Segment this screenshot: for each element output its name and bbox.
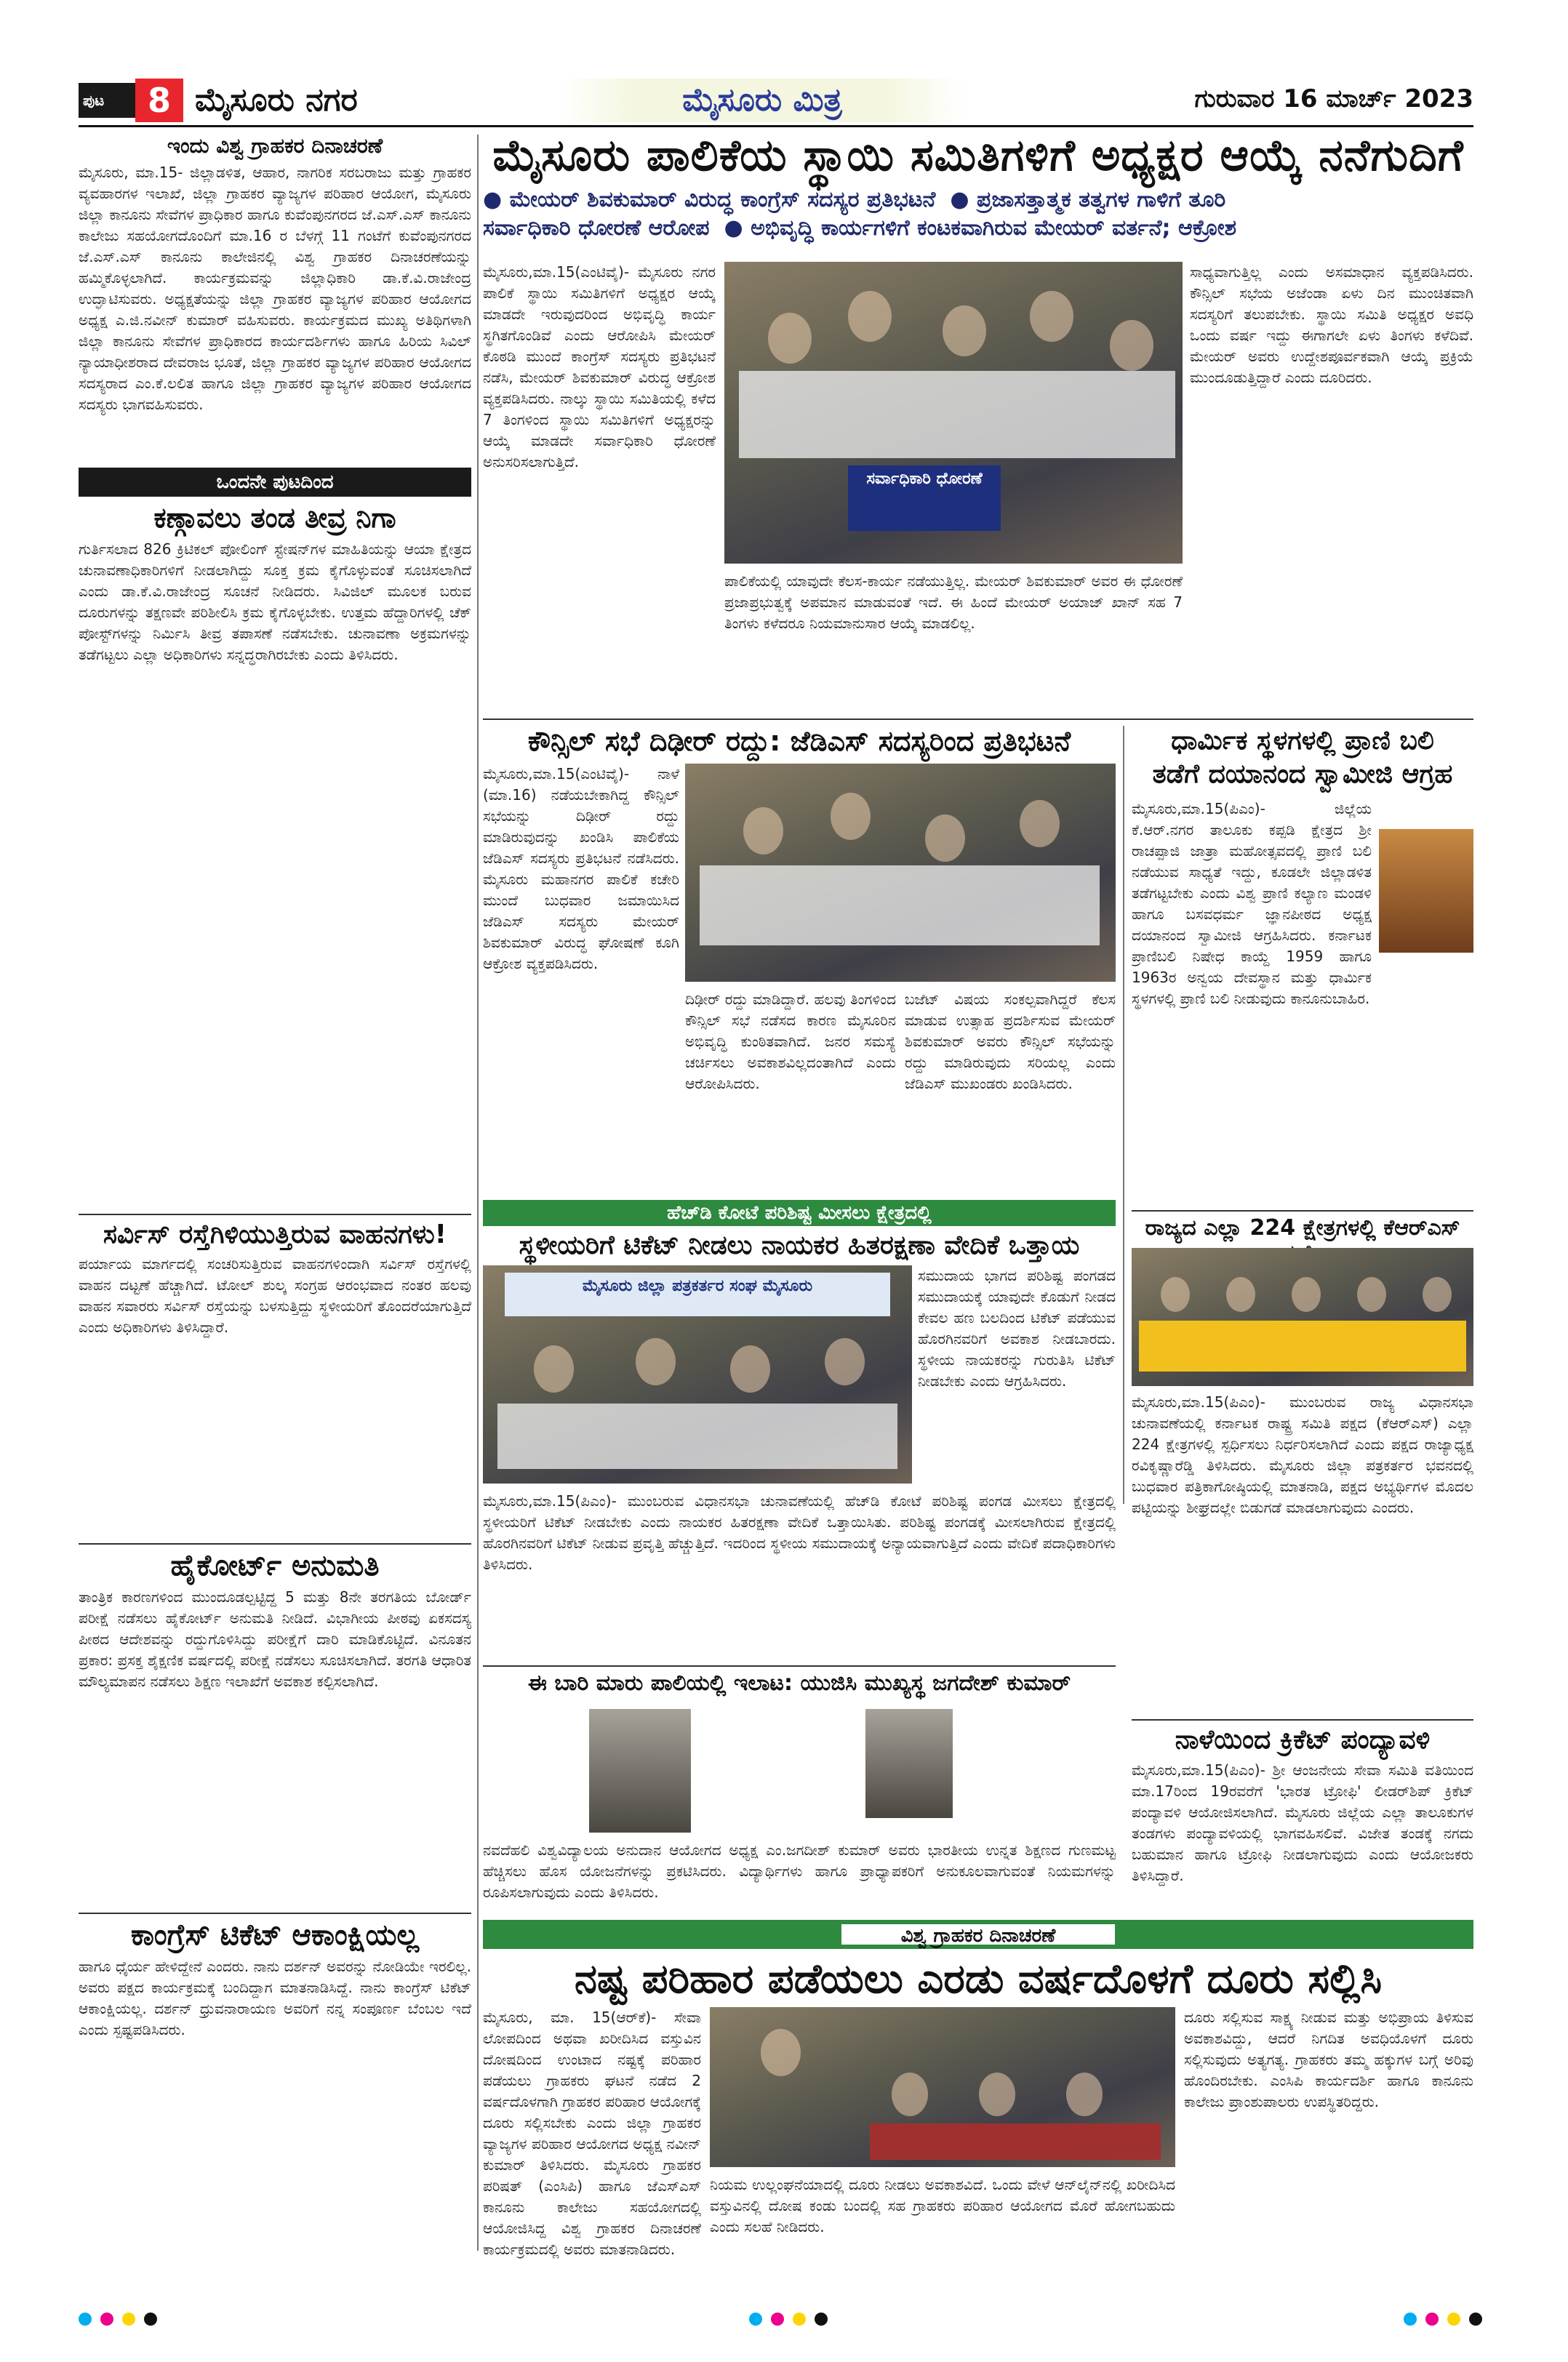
ugc-chief-photo: [589, 1709, 691, 1833]
consumer-event-photo: [710, 2007, 1175, 2167]
article-body: ಗುರ್ತಿಸಲಾದ 826 ಕ್ರಿಟಿಕಲ್ ಪೋಲಿಂಗ್ ಸ್ಟೇಷನ್‌ಗಳ ಮಾಹಿತಿಯನ್ನು ಆಯಾ ಕ್ಷೇತ್ರದ ಚುನಾವಣಾಧಿಕಾರಿಗಳಿಗೆ ನೀಡಲಾಗಿದ್ದು ಸೂಕ್ತ ಕ್ರಮ ಕೈಗೊಳ್ಳುವಂತೆ ಸೂಚಿಸಲಾಗಿದೆ ಎಂದು ಡಾ.ಕೆ.ವಿ.ರಾಜೇಂದ್ರ ಸೂಚನೆ ನೀಡಿದರು. ಸಿವಿಜಿಲ್ ಮೂಲಕ ಬರುವ ದೂರುಗಳನ್ನು ತಕ್ಷಣವೇ ಪರಿಶೀಲಿಸಿ ಕ್ರಮ ಕೈಗೊಳ್ಳಬೇಕು. ಉತ್ತಮ ಹೆದ್ದಾರಿಗಳಲ್ಲಿ ಚೆಕ್ ಪೋಸ್ಟ್‌ಗಳನ್ನು ನಿರ್ಮಿಸಿ ತೀವ್ರ ತಪಾಸಣೆ ನಡೆಸಬೇಕು. ಚುನಾವಣಾ ಅಕ್ರಮಗಳನ್ನು ತಡೆಗಟ್ಟಲು ಎಲ್ಲಾ ಅಧಿಕಾರಿಗಳು ಸನ್ನದ್ಧರಾಗಿರಬೇಕು ಎಂದು ತಿಳಿಸಿದರು.: [79, 540, 471, 663]
hdkote-headline: ಸ್ಥಳೀಯರಿಗೆ ಟಿಕೆಟ್ ನೀಡಲು ನಾಯಕರ ಹಿತರಕ್ಷಣಾ ವೇದಿಕೆ ಒತ್ತಾಯ: [519, 1230, 1080, 1260]
hdkote-body: ಮೈಸೂರು,ಮಾ.15(ಪಿಎಂ)- ಮುಂಬರುವ ವಿಧಾನಸಭಾ ಚುನಾವಣೆಯಲ್ಲಿ ಹೆಚ್‌ಡಿ ಕೋಟೆ ಪರಿಶಿಷ್ಟ ಪಂಗಡ ಮೀಸಲು ಕ್ಷೇತ್ರದಲ್ಲಿ ಸ್ಥಳೀಯರಿಗೆ ಟಿಕೆಟ್ ನೀಡಬೇಕು ಎಂದು ನಾಯಕರ ಹಿತರಕ್ಷಣಾ ವೇದಿಕೆ ಒತ್ತಾಯಿಸಿತು. ಪರಿಶಿಷ್ಟ ಪಂಗಡಕ್ಕೆ ಮೀಸಲಾಗಿರುವ ಕ್ಷೇತ್ರದಲ್ಲಿ ಹೊರಗಿನವರಿಗೆ ಟಿಕೆಟ್ ನೀಡುವ ಪ್ರವೃತ್ತಿ ಹೆಚ್ಚುತ್ತಿದೆ. ಇದರಿಂದ ಸ್ಥಳೀಯ ಸಮುದಾಯಕ್ಕೆ ಅನ್ಯಾಯವಾಗುತ್ತಿದೆ ಎಂದು ವೇದಿಕೆ ಪದಾಧಿಕಾರಿಗಳು ತಿಳಿಸಿದರು.: [483, 1492, 1116, 1573]
page-tag: ಪುಟ: [79, 83, 135, 118]
article-title: ಇಂದು ವಿಶ್ವ ಗ್ರಾಹಕರ ದಿನಾಚರಣೆ: [167, 134, 383, 158]
council-body: ದಿಢೀರ್ ರದ್ದು ಮಾಡಿದ್ದಾರೆ. ಹಲವು ತಿಂಗಳಿಂದ ಕೌನ್ಸಿಲ್ ಸಭೆ ನಡೆಸದ ಕಾರಣ ಮೈಸೂರಿನ ಅಭಿವೃದ್ಧಿ ಕುಂಠಿತವಾಗಿದೆ. ಜನರ ಸಮಸ್ಯೆ ಚರ್ಚಿಸಲು ಅವಕಾಶವಿಲ್ಲದಂತಾಗಿದೆ ಎಂದು ಆರೋಪಿಸಿದರು.: [685, 990, 896, 1092]
krs-press-photo: [1132, 1248, 1473, 1386]
section-rule: [483, 1665, 1116, 1667]
consumer-headline: ನಷ್ಟ ಪರಿಹಾರ ಪಡೆಯಲು ಎರಡು ವರ್ಷದೊಳಗೆ ದೂರು ಸಲ್ಲಿಸಿ: [574, 1955, 1383, 2003]
cricket-body: ಮೈಸೂರು,ಮಾ.15(ಪಿಎಂ)- ಶ್ರೀ ಆಂಜನೇಯ ಸೇವಾ ಸಮಿತಿ ವತಿಯಿಂದ ಮಾ.17ರಿಂದ 19ರವರೆಗೆ 'ಭಾರತ ಟ್ರೋಫಿ' ಲೀಡರ್‌ಶಿಪ್ ಕ್ರಿಕೆಟ್ ಪಂದ್ಯಾವಳಿ ಆಯೋಜಿಸಲಾಗಿದೆ. ಮೈಸೂರು ಜಿಲ್ಲೆಯ ಎಲ್ಲಾ ತಾಲೂಕುಗಳ ತಂಡಗಳು ಪಂದ್ಯಾವಳಿಯಲ್ಲಿ ಭಾಗವಹಿಸಲಿವೆ. ವಿಜೇತ ತಂಡಕ್ಕೆ ನಗದು ಬಹುಮಾನ ಹಾಗೂ ಟ್ರೋಫಿ ನೀಡಲಾಗುವುದು ಎಂದು ಆಯೋಜಕರು ತಿಳಿಸಿದ್ದಾರೆ.: [1132, 1761, 1473, 1884]
page-number: 8: [135, 79, 183, 122]
jds-protest-photo: [685, 764, 1116, 982]
ugc-headline: ಈ ಬಾರಿ ಮಾರು ಪಾಲಿಯಲ್ಲಿ ಇಲಾಟ: ಯುಜಿಸಿ ಮುಖ್ಯಸ್ಥ ಜಗದೇಶ್ ಕುಮಾರ್: [527, 1670, 1071, 1696]
hdkote-press-photo: [483, 1265, 912, 1484]
column-divider: [477, 135, 479, 2251]
lead-headline: ಮೈಸೂರು ಪಾಲಿಕೆಯ ಸ್ಥಾಯಿ ಸಮಿತಿಗಳಿಗೆ ಅಧ್ಯಕ್ಷರ ಆಯ್ಕೆ ನನೆಗುದಿಗೆ: [492, 130, 1464, 181]
section-rule: [1132, 1719, 1473, 1721]
consumer-body: ದೂರು ಸಲ್ಲಿಸುವ ಸಾಕ್ಷ್ಯ ನೀಡುವ ಮತ್ತು ಅಭಿಪ್ರಾಯ ತಿಳಿಸುವ ಅವಕಾಶವಿದ್ದು, ಆದರೆ ನಿಗದಿತ ಅವಧಿಯೊಳಗೆ ದೂರು ಸಲ್ಲಿಸುವುದು ಅತ್ಯಗತ್ಯ. ಗ್ರಾಹಕರು ತಮ್ಮ ಹಕ್ಕುಗಳ ಬಗ್ಗೆ ಅರಿವು ಹೊಂದಿರಬೇಕು. ಎಂಸಿಪಿ ಕಾರ್ಯದರ್ಶಿ ಹಾಗೂ ಕಾನೂನು ಕಾಲೇಜು ಪ್ರಾಂಶುಪಾಲರು ಉಪಸ್ಥಿತರಿದ್ದರು.: [1184, 2009, 1473, 2110]
consumer-body: ನಿಯಮ ಉಲ್ಲಂಘನೆಯಾದಲ್ಲಿ ದೂರು ನೀಡಲು ಅವಕಾಶವಿದೆ. ಒಂದು ವೇಳೆ ಆನ್‌ಲೈನ್‌ನಲ್ಲಿ ಖರೀದಿಸಿದ ವಸ್ತುವಿನಲ್ಲಿ ದೋಷ ಕಂಡು ಬಂದಲ್ಲಿ ಸಹ ಗ್ರಾಹಕರು ಪರಿಹಾರ ಆಯೋಗದ ಮೊರೆ ಹೋಗಬಹುದು ಎಂದು ಸಲಹೆ ನೀಡಿದರು.: [710, 2176, 1175, 2235]
bullet-text: ● ಮೇಯರ್ ಶಿವಕುಮಾರ್ ವಿರುದ್ಧ ಕಾಂಗ್ರೆಸ್ ಸದಸ್ಯರ ಪ್ರತಿಭಟನೆ: [483, 187, 936, 212]
council-body: ಬಜೆಟ್ ವಿಷಯ ಸಂಕಲ್ಪವಾಗಿದ್ದರೆ ಕೆಲಸ ಮಾಡುವ ಉತ್ಸಾಹ ಪ್ರದರ್ಶಿಸುವ ಮೇಯರ್ ಶಿವಕುಮಾರ್ ಅವರು ಕೌನ್ಸಿಲ್ ಸಭೆಯನ್ನು ರದ್ದು ಮಾಡಿರುವುದು ಸರಿಯಲ್ಲ ಎಂದು ಜೆಡಿಎಸ್ ಮುಖಂಡರು ಖಂಡಿಸಿದರು.: [905, 990, 1116, 1092]
lead-body-mid: ಪಾಲಿಕೆಯಲ್ಲಿ ಯಾವುದೇ ಕೆಲಸ-ಕಾರ್ಯ ನಡೆಯುತ್ತಿಲ್ಲ. ಮೇಯರ್ ಶಿವಕುಮಾರ್ ಅವರ ಈ ಧೋರಣೆ ಪ್ರಜಾಪ್ರಭುತ್ವಕ್ಕೆ ಅಪಮಾನ ಮಾಡುವಂತೆ ಇದೆ. ಈ ಹಿಂದೆ ಮೇಯರ್ ಅಯಾಜ್ ಖಾನ್ ಸಹ 7 ತಿಂಗಳು ಕಳೆದರೂ ನಿಯಮಾನುಸಾರ ಆಯ್ಕೆ ಮಾಡಲಿಲ್ಲ.: [724, 572, 1183, 632]
religious-headline-1: ಧಾರ್ಮಿಕ ಸ್ಥಳಗಳಲ್ಲಿ ಪ್ರಾಣಿ ಬಲಿ: [1171, 726, 1434, 756]
section-rule: [1132, 1210, 1473, 1212]
council-headline: ಕೌನ್ಸಿಲ್ ಸಭೆ ದಿಢೀರ್ ರದ್ದು: ಜೆಡಿಎಸ್ ಸದಸ್ಯರಿಂದ ಪ್ರತಿಭಟನೆ: [527, 725, 1071, 757]
section-bar: ಒಂದನೇ ಪುಟದಿಂದ: [79, 468, 471, 497]
swamiji-photo: [1379, 829, 1473, 953]
hdkote-kicker: ಹೆಚ್‌ಡಿ ಕೋಟೆ ಪರಿಶಿಷ್ಟ ಮೀಸಲು ಕ್ಷೇತ್ರದಲ್ಲಿ: [483, 1200, 1116, 1226]
krs-body: ಮೈಸೂರು,ಮಾ.15(ಪಿಎಂ)- ಮುಂಬರುವ ರಾಜ್ಯ ವಿಧಾನಸಭಾ ಚುನಾವಣೆಯಲ್ಲಿ ಕರ್ನಾಟಕ ರಾಷ್ಟ್ರ ಸಮಿತಿ ಪಕ್ಷದ (ಕೆಆರ್‌ಎಸ್) ಎಲ್ಲಾ 224 ಕ್ಷೇತ್ರಗಳಲ್ಲಿ ಸ್ಪರ್ಧಿಸಲು ನಿರ್ಧರಿಸಲಾಗಿದೆ ಎಂದು ಪಕ್ಷದ ರಾಜ್ಯಾಧ್ಯಕ್ಷ ರವಿಕೃಷ್ಣಾರೆಡ್ಡಿ ತಿಳಿಸಿದರು. ಮೈಸೂರು ಜಿಲ್ಲಾ ಪತ್ರಕರ್ತರ ಭವನದಲ್ಲಿ ಬುಧವಾರ ಪತ್ರಿಕಾಗೋಷ್ಠಿಯಲ್ಲಿ ಮಾತನಾಡಿ, ಪಕ್ಷದ ಅಭ್ಯರ್ಥಿಗಳ ಮೊದಲ ಪಟ್ಟಿಯನ್ನು ಶೀಘ್ರದಲ್ಲೇ ಬಿಡುಗಡೆ ಮಾಡಲಾಗುವುದು ಎಂದರು.: [1132, 1393, 1473, 1516]
section-rule: [483, 718, 1473, 720]
bullet-text: ● ಪ್ರಜಾಸತ್ತಾತ್ಮಕ ತತ್ವಗಳ ಗಾಳಿಗೆ ತೂರಿ: [950, 187, 1226, 212]
lead-body-right: ಸಾಧ್ಯವಾಗುತ್ತಿಲ್ಲ ಎಂದು ಅಸಮಾಧಾನ ವ್ಯಕ್ತಪಡಿಸಿದರು. ಕೌನ್ಸಿಲ್ ಸಭೆಯ ಅಜೆಂಡಾ ಏಳು ದಿನ ಮುಂಚಿತವಾಗಿ ಸದಸ್ಯರಿಗೆ ತಲುಪಬೇಕು. ಸ್ಥಾಯಿ ಸಮಿತಿ ಅಧ್ಯಕ್ಷರ ಅವಧಿ ಒಂದು ವರ್ಷ ಇದ್ದು ಈಗಾಗಲೇ ಏಳು ತಿಂಗಳು ಕಳೆದಿವೆ. ಮೇಯರ್ ಅವರು ಉದ್ದೇಶಪೂರ್ವಕವಾಗಿ ಆಯ್ಕೆ ಪ್ರಕ್ರಿಯೆ ಮುಂದೂಡುತ್ತಿದ್ದಾರೆ ಎಂದು ದೂರಿದರು.: [1190, 263, 1473, 386]
article-title: ಹೈಕೋರ್ಟ್ ಅನುಮತಿ: [79, 1543, 471, 1582]
print-registration-marks: [79, 2313, 157, 2326]
lead-body-left: ಮೈಸೂರು,ಮಾ.15(ಎಂಟಿವೈ)- ಮೈಸೂರು ನಗರ ಪಾಲಿಕೆ ಸ್ಥಾಯಿ ಸಮಿತಿಗಳಿಗೆ ಅಧ್ಯಕ್ಷರ ಆಯ್ಕೆ ಮಾಡದೇ ಇರುವುದರಿಂದ ಅಭಿವೃದ್ಧಿ ಕಾರ್ಯ ಸ್ಥಗಿತಗೊಂಡಿವೆ ಎಂದು ಆರೋಪಿಸಿ ಮೇಯರ್ ಕೊಠಡಿ ಮುಂದೆ ಕಾಂಗ್ರೆಸ್ ಸದಸ್ಯರು ಪ್ರತಿಭಟನೆ ನಡೆಸಿ, ಮೇಯರ್ ಶಿವಕುಮಾರ್ ವಿರುದ್ಧ ಆಕ್ರೋಶ ವ್ಯಕ್ತಪಡಿಸಿದರು. ನಾಲ್ಕು ಸ್ಥಾಯಿ ಸಮಿತಿಯಲ್ಲಿ ಕಳೆದ 7 ತಿಂಗಳಿಂದ ಸ್ಥಾಯಿ ಸಮಿತಿಗಳಿಗೆ ಅಧ್ಯಕ್ಷರನ್ನು ಆಯ್ಕೆ ಮಾಡದೇ ಸರ್ವಾಧಿಕಾರಿ ಧೋರಣೆ ಅನುಸರಿಸಲಾಗುತ್ತಿದೆ.: [483, 263, 716, 471]
print-registration-marks: [749, 2313, 828, 2326]
issue-date: ಗುರುವಾರ 16 ಮಾರ್ಚ್ 2023: [1194, 84, 1473, 113]
lead-bullets-row2: [483, 215, 1473, 241]
council-body: ಮೈಸೂರು,ಮಾ.15(ಎಂಟಿವೈ)- ನಾಳೆ (ಮಾ.16) ನಡೆಯಬೇಕಾಗಿದ್ದ ಕೌನ್ಸಿಲ್ ಸಭೆಯನ್ನು ದಿಢೀರ್ ರದ್ದು ಮಾಡಿರುವುದನ್ನು ಖಂಡಿಸಿ ಪಾಲಿಕೆಯ ಜೆಡಿಎಸ್ ಸದಸ್ಯರು ಪ್ರತಿಭಟನೆ ನಡೆಸಿದರು. ಮೈಸೂರು ಮಹಾನಗರ ಪಾಲಿಕೆ ಕಚೇರಿ ಮುಂದೆ ಬುಧವಾರ ಜಮಾಯಿಸಿದ ಜೆಡಿಎಸ್ ಸದಸ್ಯರು ಮೇಯರ್ ಶಿವಕುಮಾರ್ ವಿರುದ್ಧ ಘೋಷಣೆ ಕೂಗಿ ಆಕ್ರೋಶ ವ್ಯಕ್ತಪಡಿಸಿದರು.: [483, 765, 679, 972]
article-body: ಮೈಸೂರು, ಮಾ.15- ಜಿಲ್ಲಾಡಳಿತ, ಆಹಾರ, ನಾಗರಿಕ ಸರಬರಾಜು ಮತ್ತು ಗ್ರಾಹಕರ ವ್ಯವಹಾರಗಳ ಇಲಾಖೆ, ಜಿಲ್ಲಾ ಗ್ರಾಹಕರ ವ್ಯಾಜ್ಯಗಳ ಪರಿಹಾರ ಆಯೋಗ, ಮೈಸೂರು ಜಿಲ್ಲಾ ಕಾನೂನು ಸೇವೆಗಳ ಪ್ರಾಧಿಕಾರ ಹಾಗೂ ಕುವೆಂಪುನಗರದ ಜೆ.ಎಸ್.ಎಸ್ ಕಾನೂನು ಕಾಲೇಜು ಸಹಯೋಗದೊಂದಿಗೆ ಮಾ.16 ರ ಬೆಳಗ್ಗೆ 11 ಗಂಟೆಗೆ ಕುವೆಂಪುನಗರದ ಜೆ.ಎಸ್.ಎಸ್ ಕಾನೂನು ಕಾಲೇಜಿನಲ್ಲಿ ವಿಶ್ವ ಗ್ರಾಹಕರ ದಿನಾಚರಣೆಯನ್ನು ಹಮ್ಮಿಕೊಳ್ಳಲಾಗಿದೆ. ಕಾರ್ಯಕ್ರಮವನ್ನು ಜಿಲ್ಲಾಧಿಕಾರಿ ಡಾ.ಕೆ.ವಿ.ರಾಜೇಂದ್ರ ಉದ್ಘಾಟಿಸುವರು. ಅಧ್ಯಕ್ಷತೆಯನ್ನು ಜಿಲ್ಲಾ ಗ್ರಾಹಕರ ವ್ಯಾಜ್ಯಗಳ ಪರಿಹಾರ ಆಯೋಗದ ಅಧ್ಯಕ್ಷ ಎ.ಜಿ.ನವೀನ್ ಕುಮಾರ್ ವಹಿಸುವರು. ಕಾರ್ಯಕ್ರಮದ ಮುಖ್ಯ ಅತಿಥಿಗಳಾಗಿ ಜಿಲ್ಲಾ ಕಾನೂನು ಸೇವೆಗಳ ಪ್ರಾಧಿಕಾರದ ಕಾರ್ಯದರ್ಶಿಗಳು ಹಾಗೂ ಹಿರಿಯ ಸಿವಿಲ್ ನ್ಯಾಯಾಧೀಶರಾದ ದೇವರಾಜ ಭೂತೆ, ಜಿಲ್ಲಾ ಗ್ರಾಹಕರ ವ್ಯಾಜ್ಯಗಳ ಪರಿಹಾರ ಆಯೋಗದ ಸದಸ್ಯರಾದ ಎಂ.ಕೆ.ಲಲಿತ ಹಾಗೂ ಜಿಲ್ಲಾ ಗ್ರಾಹಕರ ವ್ಯಾಜ್ಯಗಳ ಪರಿಹಾರ ಆಯೋಗದ ಸದಸ್ಯರು ಭಾಗವಹಿಸುವರು.: [79, 164, 471, 414]
masthead-logo: ಮೈಸೂರು ಮಿತ್ರ: [559, 79, 966, 122]
ugc-body: ನವದೆಹಲಿ ವಿಶ್ವವಿದ್ಯಾಲಯ ಅನುದಾನ ಆಯೋಗದ ಅಧ್ಯಕ್ಷ ಎಂ.ಜಗದೀಶ್ ಕುಮಾರ್ ಅವರು ಭಾರತೀಯ ಉನ್ನತ ಶಿಕ್ಷಣದ ಗುಣಮಟ್ಟ ಹೆಚ್ಚಿಸಲು ಹೊಸ ಯೋಜನೆಗಳನ್ನು ಪ್ರಕಟಿಸಿದರು. ವಿದ್ಯಾರ್ಥಿಗಳು ಹಾಗೂ ಪ್ರಾಧ್ಯಾಪಕರಿಗೆ ಅನುಕೂಲವಾಗುವಂತೆ ನಿಯಮಗಳನ್ನು ರೂಪಿಸಲಾಗುವುದು ಎಂದು ತಿಳಿಸಿದರು.: [483, 1841, 1116, 1901]
hdkote-body: ಸಮುದಾಯ ಭಾಗದ ಪರಿಶಿಷ್ಟ ಪಂಗಡದ ಸಮುದಾಯಕ್ಕೆ ಯಾವುದೇ ಕೊಡುಗೆ ನೀಡದ ಕೇವಲ ಹಣ ಬಲದಿಂದ ಟಿಕೆಟ್ ಪಡೆಯುವ ಹೊರಗಿನವರಿಗೆ ಅವಕಾಶ ನೀಡಬಾರದು. ಸ್ಥಳೀಯ ನಾಯಕರನ್ನು ಗುರುತಿಸಿ ಟಿಕೆಟ್ ನೀಡಬೇಕು ಎಂದು ಆಗ್ರಹಿಸಿದರು.: [918, 1267, 1116, 1390]
column-divider: [1123, 726, 1124, 1504]
left-column: [79, 135, 471, 2251]
photo-banner: ಮೈಸೂರು ಜಿಲ್ಲಾ ಪತ್ರಕರ್ತರ ಸಂಘ ಮೈಸೂರು: [505, 1273, 890, 1316]
header-rule: [79, 125, 1473, 127]
consumer-day-band: [483, 1920, 1473, 1949]
article-body: ಹಾಗೂ ಧೈರ್ಯ ಹೇಳಿದ್ದೇನೆ ಎಂದರು. ನಾನು ದರ್ಶನ್ ಅವರನ್ನು ನೋಡಿಯೇ ಇರಲಿಲ್ಲ. ಅವರು ಪಕ್ಷದ ಕಾರ್ಯಕ್ರಮಕ್ಕೆ ಬಂದಿದ್ದಾಗ ಮಾತನಾಡಿಸಿದ್ದೆ. ನಾನು ಕಾಂಗ್ರೆಸ್ ಟಿಕೆಟ್ ಆಕಾಂಕ್ಷಿಯಲ್ಲ. ದರ್ಶನ್ ಧ್ರುವನಾರಾಯಣ ಅವರಿಗೆ ನನ್ನ ಸಂಪೂರ್ಣ ಬೆಂಬಲ ಇದೆ ಎಂದು ಸ್ಪಷ್ಟಪಡಿಸಿದರು.: [79, 1958, 471, 2039]
article-body: ತಾಂತ್ರಿಕ ಕಾರಣಗಳಿಂದ ಮುಂದೂಡಲ್ಪಟ್ಟಿದ್ದ 5 ಮತ್ತು 8ನೇ ತರಗತಿಯ ಬೋರ್ಡ್ ಪರೀಕ್ಷೆ ನಡೆಸಲು ಹೈಕೋರ್ಟ್ ಅನುಮತಿ ನೀಡಿದೆ. ವಿಭಾಗೀಯ ಪೀಠವು ಏಕಸದಸ್ಯ ಪೀಠದ ಆದೇಶವನ್ನು ರದ್ದುಗೊಳಿಸಿದ್ದು ಪರೀಕ್ಷೆಗೆ ದಾರಿ ಮಾಡಿಕೊಟ್ಟಿದೆ. ವಿನೂತನ ಪ್ರಕಾರ: ಪ್ರಸಕ್ತ ಶೈಕ್ಷಣಿಕ ವರ್ಷದಲ್ಲಿ ಪರೀಕ್ಷೆ ನಡೆಸಲು ಸೂಚಿಸಲಾಗಿದೆ. ತರಗತಿ ಆಧಾರಿತ ಮೌಲ್ಯಮಾಪನ ನಡೆಸಲು ಶಿಕ್ಷಣ ಇಲಾಖೆಗೆ ಅವಕಾಶ ಕಲ್ಪಿಸಲಾಗಿದೆ.: [79, 1588, 471, 1691]
band-label: ವಿಶ್ವ ಗ್ರಾಹಕರ ದಿನಾಚರಣೆ: [840, 1923, 1116, 1946]
article-title: ಕಾಂಗ್ರೆಸ್ ಟಿಕೆಟ್ ಆಕಾಂಕ್ಷಿಯಲ್ಲ: [79, 1913, 471, 1952]
article-title: ಕಣ್ಗಾವಲು ತಂಡ ತೀವ್ರ ನಿಗಾ: [153, 502, 396, 535]
print-registration-marks: [1404, 2313, 1482, 2326]
section-name: ಮೈಸೂರು ನಗರ: [195, 81, 358, 119]
bullet-text: ಸರ್ವಾಧಿಕಾರಿ ಧೋರಣೆ ಆರೋಪ: [483, 215, 710, 241]
protest-photo: [724, 262, 1183, 564]
cricket-headline: ನಾಳೆಯಿಂದ ಕ್ರಿಕೆಟ್ ಪಂದ್ಯಾವಳಿ: [1175, 1725, 1431, 1755]
article-title: ಸರ್ವಿಸ್ ರಸ್ತೆಗಿಳಿಯುತ್ತಿರುವ ವಾಹನಗಳು!: [79, 1214, 471, 1249]
bullet-text: ● ಅಭಿವೃದ್ಧಿ ಕಾರ್ಯಗಳಿಗೆ ಕಂಟಕವಾಗಿರುವ ಮೇಯರ್ ವರ್ತನೆ; ಆಕ್ರೋಶ: [724, 215, 1237, 241]
photo-banner: ಸರ್ವಾಧಿಕಾರಿ ಧೋರಣೆ: [848, 465, 1001, 531]
article-body: ಪರ್ಯಾಯ ಮಾರ್ಗದಲ್ಲಿ ಸಂಚರಿಸುತ್ತಿರುವ ವಾಹನಗಳಿಂದಾಗಿ ಸರ್ವಿಸ್ ರಸ್ತೆಗಳಲ್ಲಿ ವಾಹನ ದಟ್ಟಣೆ ಹೆಚ್ಚಾಗಿದೆ. ಟೋಲ್ ಶುಲ್ಕ ಸಂಗ್ರಹ ಆರಂಭವಾದ ನಂತರ ಹಲವು ವಾಹನ ಸವಾರರು ಸರ್ವಿಸ್ ರಸ್ತೆಯನ್ನು ಬಳಸುತ್ತಿದ್ದು ಸ್ಥಳೀಯರಿಗೆ ತೊಂದರೆಯಾಗುತ್ತಿದೆ ಎಂದು ಅಧಿಕಾರಿಗಳು ತಿಳಿಸಿದ್ದಾರೆ.: [79, 1255, 471, 1337]
person-photo: [865, 1709, 953, 1818]
krs-headline: ರಾಜ್ಯದ ಎಲ್ಲಾ 224 ಕ್ಷೇತ್ರಗಳಲ್ಲಿ ಕೆಆರ್‌ಎಸ್: [1145, 1215, 1460, 1241]
consumer-body: ಮೈಸೂರು, ಮಾ. 15(ಆರ್‌ಕೆ)- ಸೇವಾ ಲೋಪದಿಂದ ಅಥವಾ ಖರೀದಿಸಿದ ವಸ್ತುವಿನ ದೋಷದಿಂದ ಉಂಟಾದ ನಷ್ಟಕ್ಕೆ ಪರಿಹಾರ ಪಡೆಯಲು ಗ್ರಾಹಕರು ಘಟನೆ ನಡೆದ 2 ವರ್ಷದೊಳಗಾಗಿ ಗ್ರಾಹಕರ ಪರಿಹಾರ ಆಯೋಗಕ್ಕೆ ದೂರು ಸಲ್ಲಿಸಬೇಕು ಎಂದು ಜಿಲ್ಲಾ ಗ್ರಾಹಕರ ವ್ಯಾಜ್ಯಗಳ ಪರಿಹಾರ ಆಯೋಗದ ಅಧ್ಯಕ್ಷ ನವೀನ್ ಕುಮಾರ್ ತಿಳಿಸಿದರು. ಮೈಸೂರು ಗ್ರಾಹಕರ ಪರಿಷತ್ (ಎಂಸಿಪಿ) ಹಾಗೂ ಜೆಎಸ್‌ಎಸ್ ಕಾನೂನು ಕಾಲೇಜು ಸಹಯೋಗದಲ್ಲಿ ಆಯೋಜಿಸಿದ್ದ ವಿಶ್ವ ಗ್ರಾಹಕರ ದಿನಾಚರಣೆ ಕಾರ್ಯಕ್ರಮದಲ್ಲಿ ಅವರು ಮಾತನಾಡಿದರು.: [483, 2009, 701, 2258]
religious-body: ಮೈಸೂರು,ಮಾ.15(ಪಿಎಂ)- ಜಿಲ್ಲೆಯ ಕೆ.ಆರ್.ನಗರ ತಾಲೂಕು ಕಪ್ಪಡಿ ಕ್ಷೇತ್ರದ ಶ್ರೀ ರಾಚಪ್ಪಾಜಿ ಜಾತ್ರಾ ಮಹೋತ್ಸವದಲ್ಲಿ ಪ್ರಾಣಿ ಬಲಿ ನಡೆಯುವ ಸಾಧ್ಯತೆ ಇದ್ದು, ಕೂಡಲೇ ಜಿಲ್ಲಾಡಳಿತ ತಡೆಗಟ್ಟಬೇಕು ಎಂದು ವಿಶ್ವ ಪ್ರಾಣಿ ಕಲ್ಯಾಣ ಮಂಡಳಿ ಹಾಗೂ ಬಸವಧರ್ಮ ಜ್ಞಾನಪೀಠದ ಅಧ್ಯಕ್ಷ ದಯಾನಂದ ಸ್ವಾಮೀಜಿ ಆಗ್ರಹಿಸಿದರು. ಕರ್ನಾಟಕ ಪ್ರಾಣಿಬಲಿ ನಿಷೇಧ ಕಾಯ್ದೆ 1959 ಹಾಗೂ 1963ರ ಅನ್ವಯ ದೇವಸ್ಥಾನ ಮತ್ತು ಧಾರ್ಮಿಕ ಸ್ಥಳಗಳಲ್ಲಿ ಪ್ರಾಣಿ ಬಲಿ ನೀಡುವುದು ಕಾನೂನುಬಾಹಿರ.: [1132, 800, 1372, 1007]
page-header: [79, 79, 1473, 122]
religious-headline-2: ತಡೆಗೆ ದಯಾನಂದ ಸ್ವಾಮೀಜಿ ಆಗ್ರಹ: [1152, 759, 1453, 789]
lead-bullets-row1: [483, 187, 1473, 212]
